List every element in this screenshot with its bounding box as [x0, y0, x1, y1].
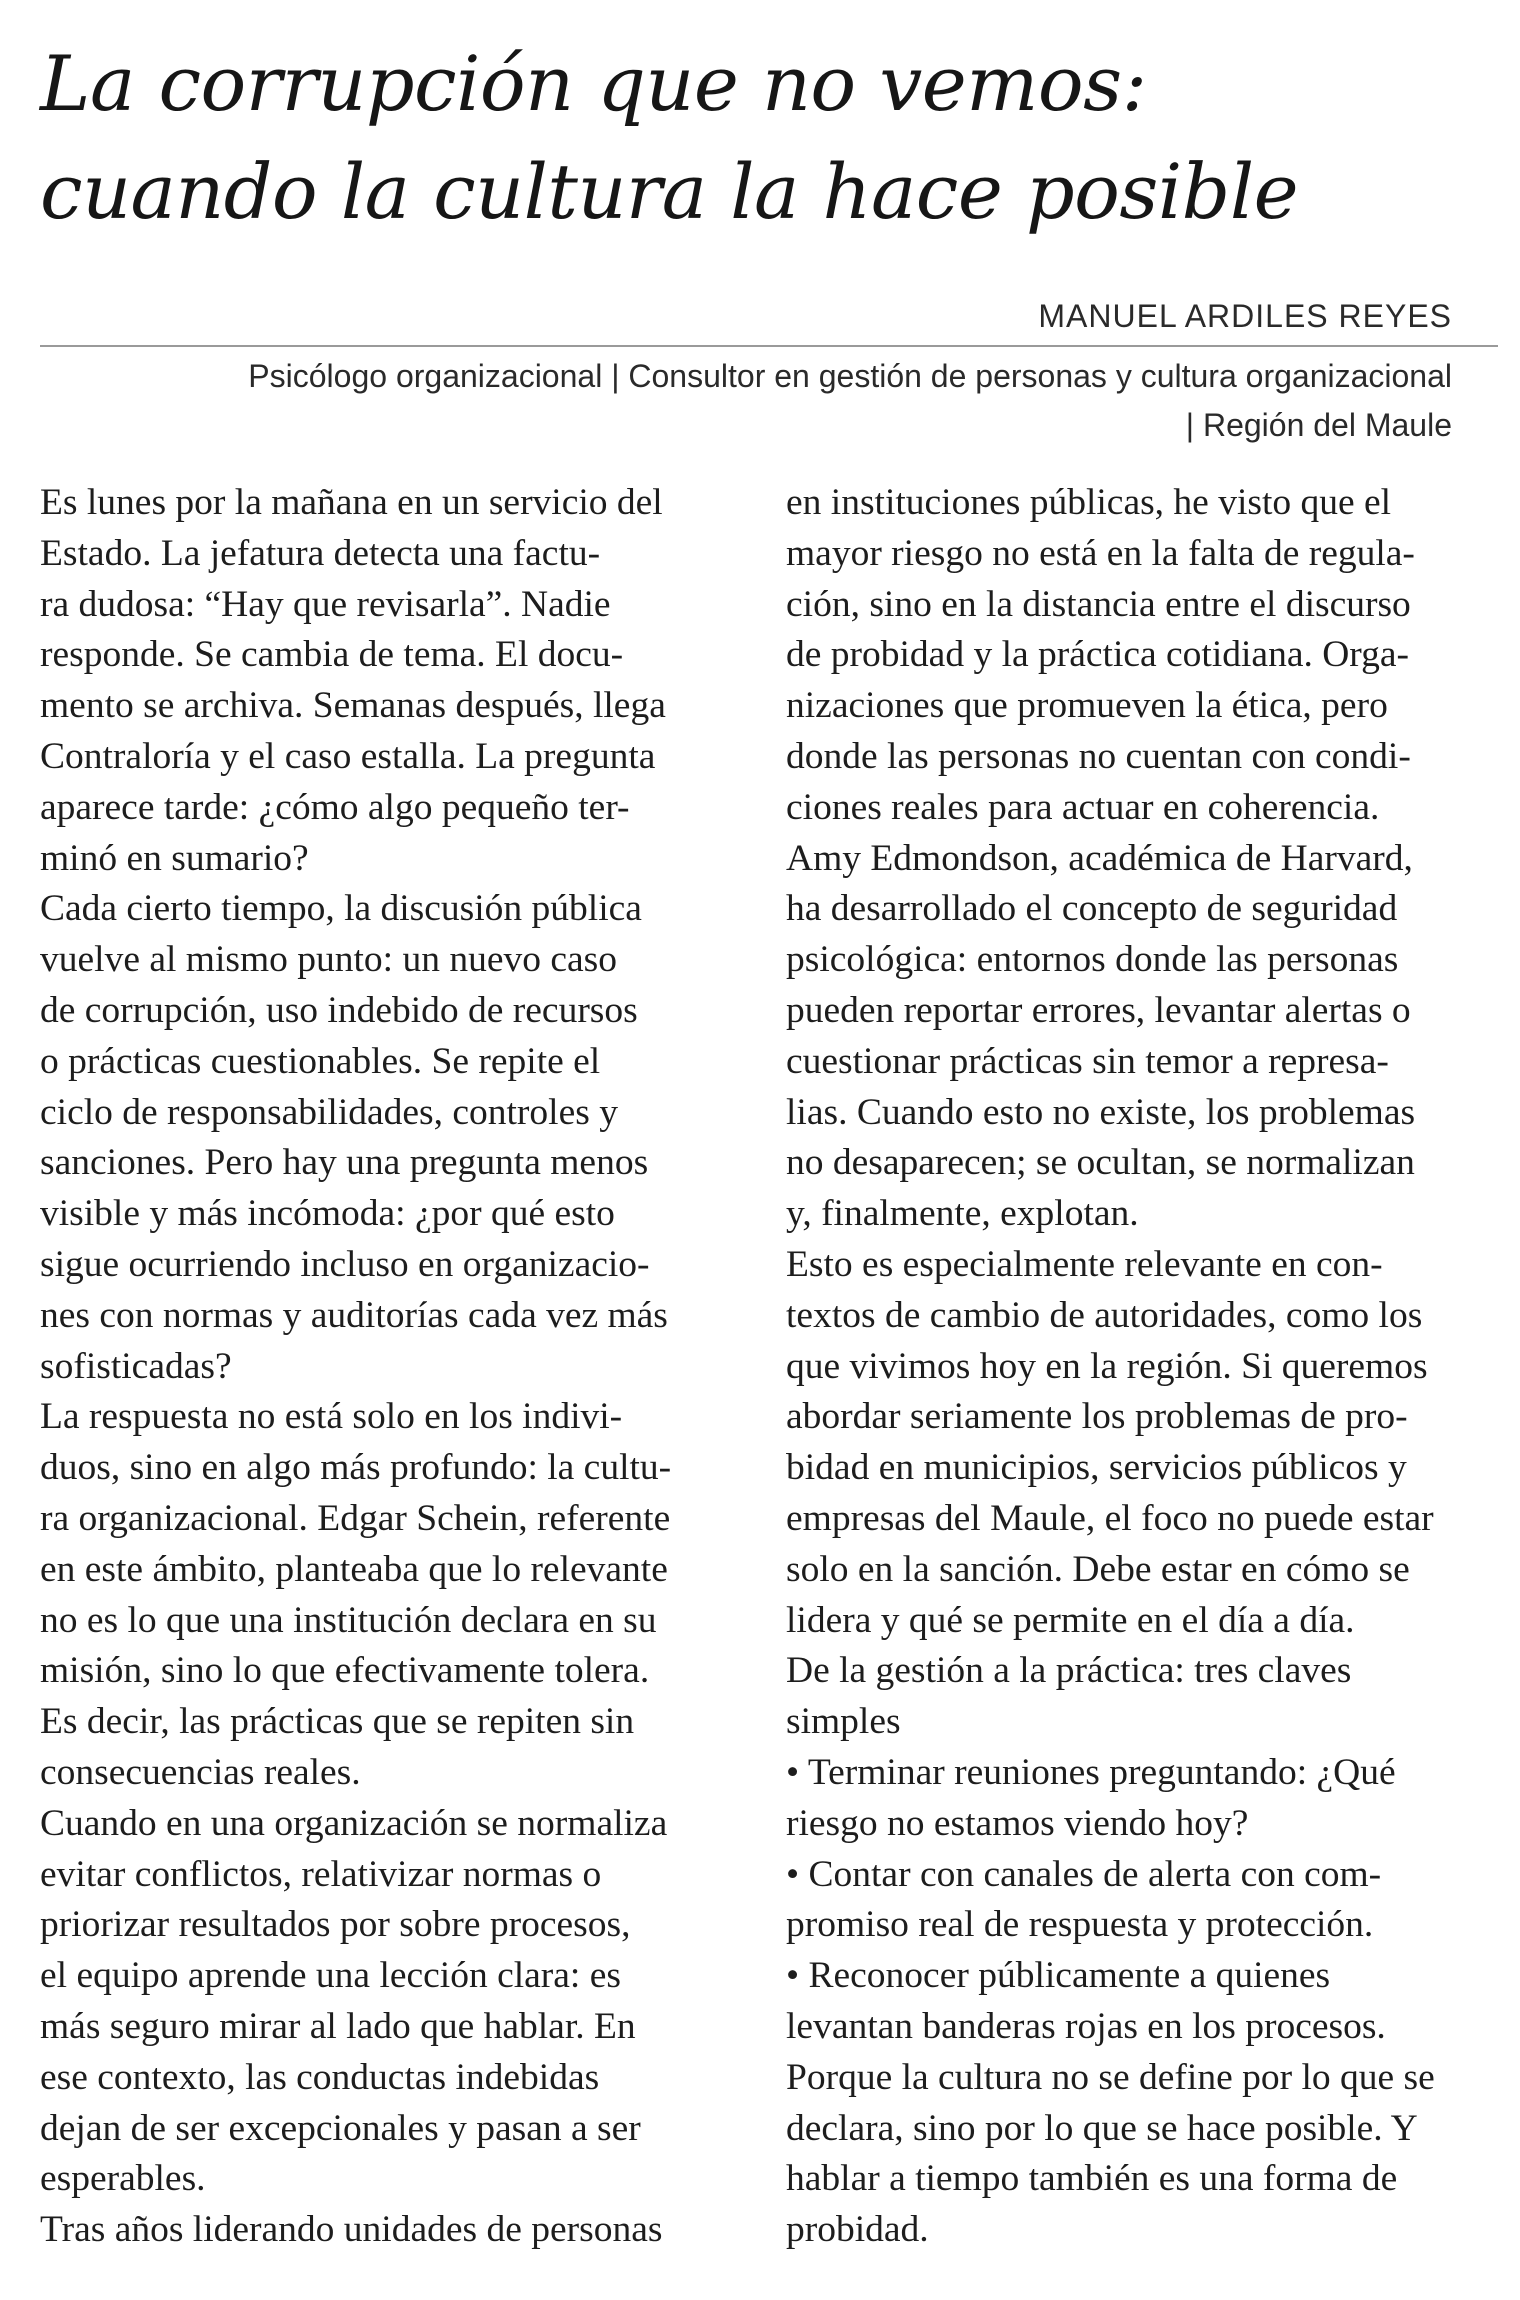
article-text-line: ese contexto, las conductas indebidas [40, 2056, 600, 2098]
article-text-line: hablar a tiempo también es una forma de [786, 2158, 1398, 2200]
article-text-line: lidera y qué se permite en el día a día. [786, 1599, 1355, 1641]
article-text-line: cuestionar prácticas sin temor a represa- [786, 1040, 1389, 1082]
article-text-line: Cada cierto tiempo, la discusión pública [40, 888, 642, 930]
article-text-line: Amy Edmondson, académica de Harvard, [786, 837, 1413, 879]
author-title [72, 352, 1452, 450]
article-text-line: responde. Se cambia de tema. El docu- [40, 634, 624, 676]
headline-line-2: cuando la cultura la hace posible [40, 147, 1299, 236]
article-text-line: priorizar resultados por sobre procesos, [40, 1904, 631, 1946]
article-text-line: ha desarrollado el concepto de seguridad [786, 888, 1398, 930]
article-text-line: bidad en municipios, servicios públicos y [786, 1447, 1407, 1489]
article-text-line: mayor riesgo no está en la falta de regula- [786, 532, 1415, 574]
article-text-line: el equipo aprende una lección clara: es [40, 1955, 621, 1997]
article-text-line: declara, sino por lo que se hace posible. Y [786, 2107, 1418, 2149]
article-text-line: lias. Cuando esto no existe, los problemas [786, 1091, 1416, 1133]
article-text-line: de probidad y la práctica cotidiana. Orga- [786, 634, 1409, 676]
article-text-line: textos de cambio de autoridades, como los [786, 1294, 1423, 1336]
article-text-line: Esto es especialmente relevante en con- [786, 1243, 1383, 1285]
article-text-line: consecuencias reales. [40, 1751, 361, 1793]
article-text-line: ciones reales para actuar en coherencia. [786, 786, 1380, 828]
article-text-line: • Terminar reuniones preguntando: ¿Qué [786, 1751, 1396, 1793]
article-text-line: vuelve al mismo punto: un nuevo caso [40, 939, 617, 981]
article-text-line: minó en sumario? [40, 837, 309, 879]
article-text-line: Es lunes por la mañana en un servicio del [40, 482, 663, 523]
article-text-line: misión, sino lo que efectivamente tolera. [40, 1650, 650, 1692]
article-column-left [40, 478, 740, 2256]
article-text-line: Contraloría y el caso estalla. La pregunta [40, 735, 656, 777]
author-title-line-1: Psicólogo organizacional | Consultor en gestión de personas y cultura organizacional [248, 358, 1452, 394]
article-text-line: ra dudosa: “Hay que revisarla”. Nadie [40, 583, 611, 625]
article-text-line: • Reconocer públicamente a quienes [786, 1955, 1331, 1997]
article-text-line: simples [786, 1701, 901, 1743]
article-text-line: La respuesta no está solo en los indivi- [40, 1396, 623, 1438]
byline-divider [40, 345, 1498, 347]
article-text-line: en instituciones públicas, he visto que el [786, 482, 1392, 523]
article-text-line: más seguro mirar al lado que hablar. En [40, 2005, 636, 2047]
article-text-line: • Contar con canales de alerta con com- [786, 1853, 1382, 1895]
article-text-line: no desaparecen; se ocultan, se normalizan [786, 1142, 1415, 1184]
article-text-line: empresas del Maule, el foco no puede estar [786, 1497, 1434, 1539]
article-text-line: sanciones. Pero hay una pregunta menos [40, 1142, 649, 1184]
article-column-right [786, 478, 1486, 2256]
article-text-line: en este ámbito, planteaba que lo relevante [40, 1548, 668, 1590]
article-text-line: o prácticas cuestionables. Se repite el [40, 1040, 601, 1082]
article-text-line: donde las personas no cuentan con condi- [786, 735, 1411, 777]
article-text-line: mento se archiva. Semanas después, llega [40, 685, 666, 727]
article-text-line: esperables. [40, 2158, 206, 2200]
article-text-line: De la gestión a la práctica: tres claves [786, 1650, 1352, 1692]
article-text-line: Estado. La jefatura detecta una factu- [40, 532, 601, 574]
article-text-line: psicológica: entornos donde las personas [786, 939, 1399, 981]
article-text-line: ciclo de responsabilidades, controles y [40, 1091, 618, 1133]
article-text-line: ción, sino en la distancia entre el discurso [786, 583, 1411, 625]
headline-line-1: La corrupción que no vemos: [40, 39, 1147, 128]
article-text-line: visible y más incómoda: ¿por qué esto [40, 1193, 615, 1235]
article-text-line: no es lo que una institución declara en su [40, 1599, 657, 1641]
article-text-line: sofisticadas? [40, 1345, 232, 1387]
article-text-line: de corrupción, uso indebido de recursos [40, 989, 638, 1031]
article-text-line: probidad. [786, 2209, 929, 2251]
article-text-line: dejan de ser excepcionales y pasan a ser [40, 2107, 641, 2149]
article-text-line: promiso real de respuesta y protección. [786, 1904, 1374, 1946]
article-text-line: Es decir, las prácticas que se repiten sin [40, 1701, 635, 1743]
article-text-line: que vivimos hoy en la región. Si queremos [786, 1345, 1428, 1387]
article-text-line: Porque la cultura no se define por lo que se [786, 2056, 1435, 2098]
article-headline [40, 30, 1500, 246]
article-text-line: evitar conflictos, relativizar normas o [40, 1853, 602, 1895]
article-text-line: solo en la sanción. Debe estar en cómo se [786, 1548, 1410, 1590]
article-text-line: pueden reportar errores, levantar alertas o [786, 989, 1411, 1031]
article-text-line: nizaciones que promueven la ética, pero [786, 685, 1388, 727]
article-text-line: aparece tarde: ¿cómo algo pequeño ter- [40, 786, 630, 828]
article-text-line: Cuando en una organización se normaliza [40, 1802, 668, 1844]
article-text-line: abordar seriamente los problemas de pro- [786, 1396, 1408, 1438]
article-text-line: sigue ocurriendo incluso en organizacio- [40, 1243, 650, 1285]
article-text-line: Tras años liderando unidades de personas [40, 2209, 663, 2251]
article-text-line: nes con normas y auditorías cada vez más [40, 1294, 668, 1336]
article-text-line: y, finalmente, explotan. [786, 1193, 1139, 1235]
author-title-line-2: | Región del Maule [1185, 407, 1452, 443]
article-text-line: ra organizacional. Edgar Schein, referente [40, 1497, 671, 1539]
article-text-line: levantan banderas rojas en los procesos. [786, 2005, 1386, 2047]
author-name: MANUEL ARDILES REYES [1038, 298, 1452, 334]
article-text-line: riesgo no estamos viendo hoy? [786, 1802, 1249, 1844]
article-text-line: duos, sino en algo más profundo: la cultu- [40, 1447, 672, 1489]
